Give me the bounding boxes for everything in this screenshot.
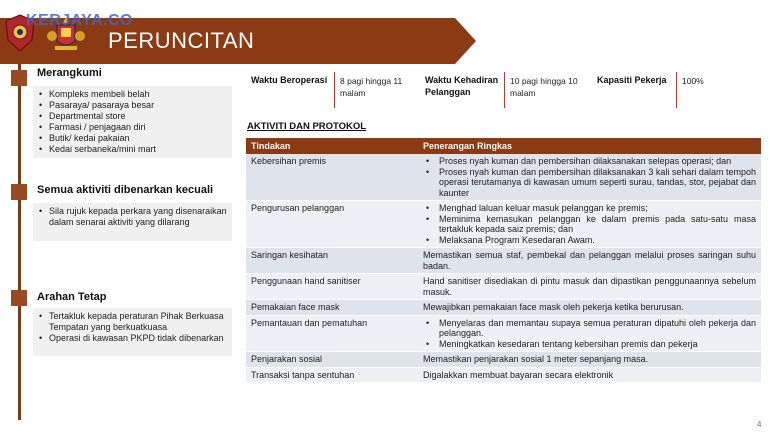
table-row <box>246 248 761 274</box>
description-text: Digalakkan membuat bayaran secara elektronik <box>423 369 614 380</box>
description-cell <box>418 352 761 368</box>
list-item: • Farmasi / penjagaan diri <box>39 122 228 133</box>
page-title: PERUNCITAN <box>108 28 255 53</box>
list-item: • Proses nyah kuman dan pembersihan dilaksanakan selepas operasi; dan <box>423 156 756 167</box>
section-box-aktiviti <box>33 203 232 241</box>
section-title-aktiviti: Semua aktiviti dibenarkan kecuali <box>37 184 214 196</box>
section-title-arahan-tetap: Arahan Tetap <box>37 291 107 303</box>
list-item: • Menyelaras dan memantau supaya semua peraturan dipatuhi oleh pekerja dan pelanggan. <box>423 318 756 339</box>
action-cell: Saringan kesihatan <box>246 248 418 274</box>
description-text: Mewajibkan pemakaian face mask oleh pekerja ketika berurusan. <box>423 302 684 312</box>
section-box-arahan-tetap <box>33 308 232 356</box>
table-row <box>246 274 761 300</box>
action-cell: Transaksi tanpa sentuhan <box>246 367 418 383</box>
list-item: • Butik/ kedai pakaian <box>39 133 228 144</box>
page-number: 4 <box>757 420 762 429</box>
description-cell <box>418 315 761 352</box>
list-item: • Kompleks membeli belah <box>39 89 228 100</box>
divider <box>334 72 335 108</box>
section-marker <box>11 184 27 200</box>
action-cell: Penggunaan hand sanitiser <box>246 274 418 300</box>
list-item: • Sila rujuk kepada perkara yang disenaraikan dalam senarai aktiviti yang dilarang <box>39 206 228 228</box>
divider <box>504 72 505 108</box>
divider <box>676 72 677 108</box>
list-item: • Departmental store <box>39 111 228 122</box>
description-cell <box>418 248 761 274</box>
table-row <box>246 352 761 368</box>
list-item: • Tertakluk kepada peraturan Pihak Berkuasa Tempatan yang berkuatkuasa <box>39 311 228 333</box>
waktu-kehadiran-value: 10 pagi hingga 10 malam <box>510 76 578 98</box>
protocol-table <box>246 138 761 383</box>
list-item: • Pasaraya/ pasaraya besar <box>39 100 228 111</box>
list-item: • Menghad laluan keluar masuk pelanggan ke premis; <box>423 203 756 214</box>
list-item: • Melaksana Program Kesedaran Awam. <box>423 235 756 246</box>
table-row <box>246 315 761 352</box>
list-item: • Operasi di kawasan PKPD tidak dibenarkan <box>39 333 228 344</box>
section-box-merangkumi <box>33 86 232 158</box>
table-row <box>246 300 761 316</box>
waktu-kehadiran-label: Waktu Kehadiran Pelanggan <box>425 75 499 97</box>
description-text: Memastikan semua staf, pembekal dan pelanggan melalui proses saringan suhu badan. <box>423 250 756 271</box>
timeline-line <box>18 64 21 420</box>
description-cell <box>418 201 761 248</box>
kapasiti-label: Kapasiti Pekerja <box>597 75 667 85</box>
kapasiti-value: 100% <box>682 76 704 86</box>
description-cell <box>418 154 761 201</box>
action-cell: Penjarakan sosial <box>246 352 418 368</box>
table-heading: AKTIVITI DAN PROTOKOL <box>247 121 367 132</box>
description-cell <box>418 367 761 383</box>
table-header-row <box>246 138 761 154</box>
waktu-operasi-value: 8 pagi hingga 11 malam <box>340 76 403 98</box>
column-header: Penerangan Ringkas <box>418 138 761 154</box>
column-header: Tindakan <box>246 138 418 154</box>
list-item: • Meminima kemasukan pelanggan ke dalam premis pada satu-satu masa tertakluk kepada saiz premis; dan <box>423 214 756 235</box>
description-cell <box>418 300 761 316</box>
watermark: KERJAYA.CO <box>26 12 133 29</box>
table-row <box>246 201 761 248</box>
section-marker <box>11 290 27 306</box>
section-marker <box>11 70 27 86</box>
table-row <box>246 367 761 383</box>
description-cell <box>418 274 761 300</box>
action-cell: Kebersihan premis <box>246 154 418 201</box>
list-item: • Meningkatkan kesedaran tentang kebersihan premis dan pekerja <box>423 339 756 350</box>
table-row <box>246 154 761 201</box>
description-text: Memastikan penjarakan sosial 1 meter sepanjang masa. <box>423 354 649 364</box>
action-cell: Pemakaian face mask <box>246 300 418 316</box>
waktu-operasi-label: Waktu Beroperasi <box>251 75 328 85</box>
list-item: • Kedai serbaneka/mini mart <box>39 144 228 155</box>
action-cell: Pemantauan dan pematuhan <box>246 315 418 352</box>
list-item: • Proses nyah kuman dan pembersihan dilaksanakan 3 kali sehari dalam tempoh operasi terutamanya di kawasan umum seperti surau, tandas, stor, pejabat dan kaunter <box>423 167 756 199</box>
description-text: Hand sanitiser disediakan di pintu masuk dan dipastikan penggunaannya sebelum masuk. <box>423 276 756 297</box>
action-cell: Pengurusan pelanggan <box>246 201 418 248</box>
section-title-merangkumi: Merangkumi <box>37 67 102 79</box>
